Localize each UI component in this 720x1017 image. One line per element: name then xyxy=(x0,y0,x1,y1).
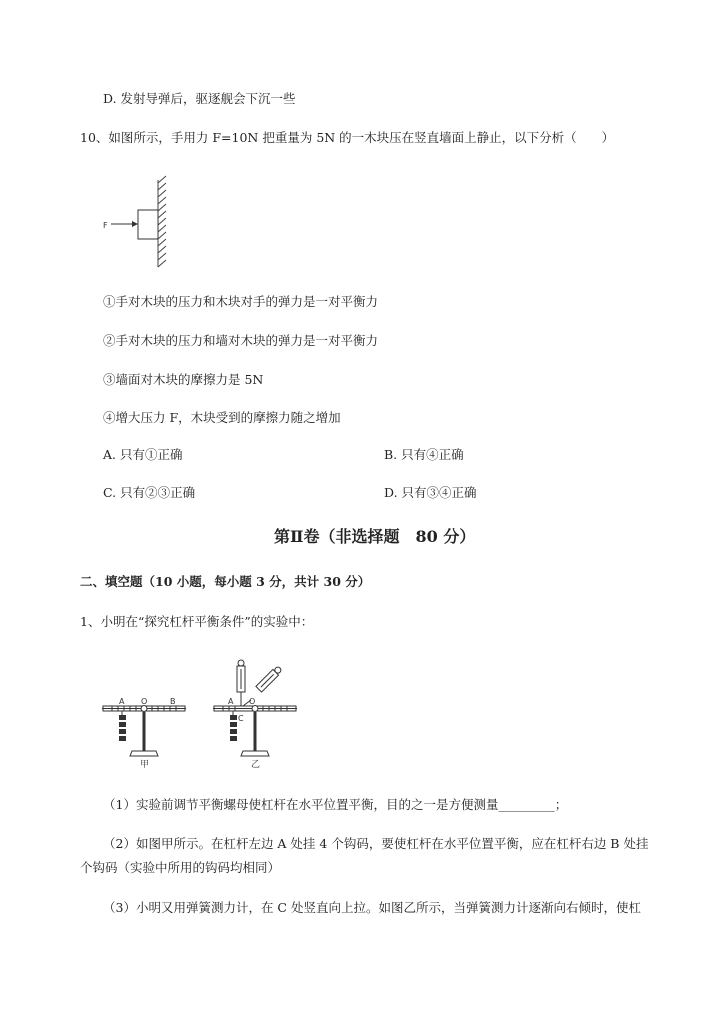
spring-scale-vertical xyxy=(237,660,245,706)
lever-jia xyxy=(102,697,186,770)
part2-title: 第Ⅱ卷（非选择题 80 分） xyxy=(274,527,476,546)
q10-option-c: C. 只有②③正确 xyxy=(103,485,196,500)
yi-label-o: O xyxy=(249,697,256,706)
q10-option-a: A. 只有①正确 xyxy=(103,447,183,462)
jia-caption: 甲 xyxy=(140,760,150,770)
lever-yi xyxy=(213,660,297,770)
fill1-sub2-line2: 个钩码（实验中所用的钩码均相同） xyxy=(80,860,281,875)
fill1-sub1: （1）实验前调节平衡螺母使杠杆在水平位置平衡，目的之一是方便测量_________； xyxy=(103,797,568,812)
wood-block xyxy=(138,210,158,239)
lever-figure xyxy=(100,655,300,775)
fill1-stem: 1、小明在“探究杠杆平衡条件”的实验中： xyxy=(80,614,314,629)
q9-option-d: D. 发射导弹后，驱逐舰会下沉一些 xyxy=(103,91,296,106)
wall xyxy=(158,176,166,267)
spring-scale-tilted xyxy=(256,665,283,692)
jia-label-a: A xyxy=(119,697,125,706)
q10-stem: 10、如图所示，手用力 F=10N 把重量为 5N 的一木块压在竖直墙面上静止，以下分析（ ） xyxy=(80,130,615,145)
q10-statement-3: ③墙面对木块的摩擦力是 5N xyxy=(103,372,264,387)
fill1-sub3: （3）小明又用弹簧测力计，在 C 处竖直向上拉。如图乙所示，当弹簧测力计逐渐向右倾时，使杠 xyxy=(103,900,641,915)
q10-statement-4: ④增大压力 F，木块受到的摩擦力随之增加 xyxy=(103,410,341,425)
yi-label-a: A xyxy=(228,697,234,706)
yi-caption: 乙 xyxy=(251,760,261,770)
q10-option-b: B. 只有④正确 xyxy=(384,447,464,462)
section-heading: 二、填空题（10 小题，每小题 3 分，共计 30 分） xyxy=(80,574,371,589)
force-label: F xyxy=(103,221,108,230)
q10-statement-2: ②手对木块的压力和墙对木块的弹力是一对平衡力 xyxy=(103,333,379,348)
q10-figure-block-on-wall xyxy=(95,175,190,270)
force-arrowhead xyxy=(132,221,138,227)
q10-option-d: D. 只有③④正确 xyxy=(384,485,477,500)
fill1-sub2-line1: （2）如图甲所示。在杠杆左边 A 处挂 4 个钩码，要使杠杆在水平位置平衡，应在杠杆右边 B 处挂 xyxy=(103,836,649,851)
q10-statement-1: ①手对木块的压力和木块对手的弹力是一对平衡力 xyxy=(103,294,379,309)
jia-label-b: B xyxy=(170,697,176,706)
jia-label-o: O xyxy=(141,697,148,706)
yi-label-c: C xyxy=(238,714,244,723)
